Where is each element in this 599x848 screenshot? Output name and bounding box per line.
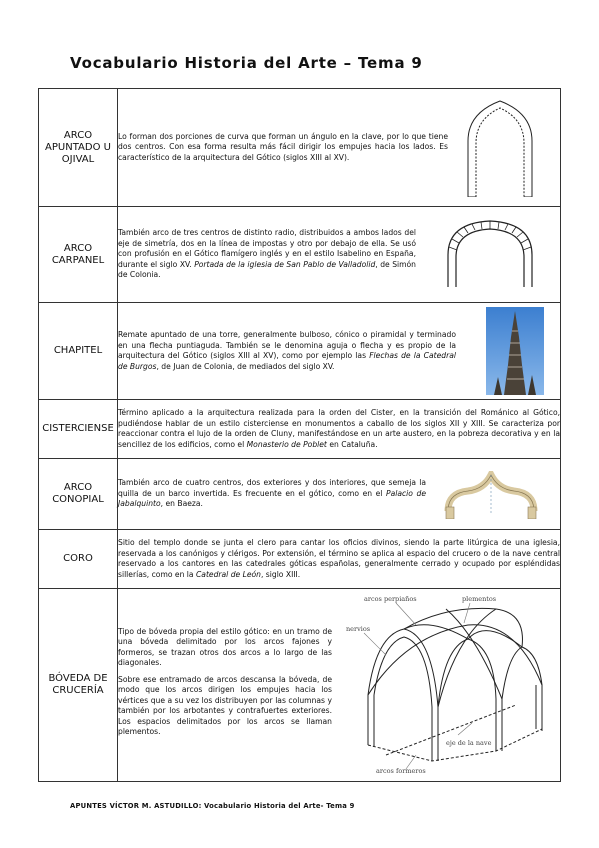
label-nervios: nervios <box>346 625 371 633</box>
page-title: Vocabulario Historia del Arte – Tema 9 <box>70 54 423 72</box>
definition-cell <box>118 459 561 530</box>
label-formeros: arcos formeros <box>376 767 426 775</box>
definition-text <box>118 478 426 510</box>
rib-vault-diagram <box>346 595 554 775</box>
table-row <box>39 530 561 589</box>
table-row <box>39 303 561 400</box>
table-row <box>39 207 561 303</box>
table-row <box>39 589 561 782</box>
artwork-reference: Portada de la iglesia de San Pablo de Valladolid <box>194 259 376 269</box>
definition-part: , en Baeza. <box>160 499 203 509</box>
term-cell: ARCO CARPANEL <box>39 207 118 303</box>
definition-text <box>118 627 332 738</box>
definition-part: También arco de cuatro centros, dos exteriores y dos interiores, que semeja la quilla de un barco invertida. Es frecuente en el gótico, como en el <box>118 478 426 498</box>
term-cell: ARCO CONOPIAL <box>39 459 118 530</box>
pointed-arch-icon <box>462 99 538 197</box>
ogee-arch-icon <box>444 471 538 519</box>
definition-cell <box>118 400 561 459</box>
term-cell: CHAPITEL <box>39 303 118 400</box>
term-cell: ARCO APUNTADO U OJIVAL <box>39 89 118 207</box>
definition-text <box>118 538 560 580</box>
label-eje: eje de la nave <box>446 739 492 747</box>
definition-cell <box>118 589 561 782</box>
definition-part: Remate apuntado de una torre, generalmente bulboso, cónico o piramidal y terminado en una flecha puntiaguda. También se le denomina aguja o flecha y es propio de la arquitectura del Gótico (siglos XIII al XV), como por ejemplo las <box>118 330 456 360</box>
definition-text <box>118 228 416 281</box>
artwork-reference: Flechas de la Catedral de Burgos <box>118 351 456 371</box>
definition-cell <box>118 207 561 303</box>
artwork-reference: Catedral de León <box>195 569 261 579</box>
definition-paragraph: Sobre ese entramado de arcos descansa la bóveda, de modo que los arcos dirigen los empujes hacia los vértices que a su vez los distribuyen por las columnas y también por los arbotantes y contrafuertes exteriores. Los espacios delimitados por los arcos se llaman plementos. <box>118 674 332 736</box>
artwork-reference: Monasterio de Poblet <box>246 439 327 449</box>
spire-photo <box>486 307 544 395</box>
page-footer: APUNTES VÍCTOR M. ASTUDILLO: Vocabulario Historia del Arte- Tema 9 <box>70 802 355 810</box>
definition-cell <box>118 530 561 589</box>
definition-paragraph: Tipo de bóveda propia del estilo gótico: en un tramo de una bóveda delimitado por los arcos fajones y formeros, se trazan otros dos arcos a lo largo de las diagonales. <box>118 626 332 667</box>
definition-part: Sitio del templo donde se junta el clero para cantar los oficios divinos, siendo la parte litúrgica de una iglesia, reservada a los canónigos y clérigos. Por extensión, el término se aplica al espacio del crucero o de la nave central reservado a los cantores en las catedrales góticas españolas, generalmente cerrado y ocupado por espléndidas sillerías, como en la <box>118 538 560 579</box>
definition-cell <box>118 303 561 400</box>
label-plementos: plementos <box>462 595 497 603</box>
label-perpianos: arcos perpiaños <box>364 595 417 603</box>
definition-part: , de Simón de Colonia. <box>118 259 416 280</box>
definition-part: También arco de tres centros de distinto radio, distribuidos a ambos lados del eje de simetría, dos en la línea de impostas y otro por debajo de ella. Se usó con profusión en el Gótico flamígero inglés y en el estilo Isabelino en España, durante el siglo XV. <box>118 228 416 269</box>
term-cell: CISTERCIENSE <box>39 400 118 459</box>
table-row <box>39 459 561 530</box>
definition-part: , siglo XIII. <box>260 569 301 579</box>
term-cell: CORO <box>39 530 118 589</box>
definition-part: en Cataluña. <box>326 439 378 449</box>
table-row <box>39 400 561 459</box>
definition-part: , de Juan de Colonia, de mediados del siglo XV. <box>156 361 335 371</box>
basket-arch-icon <box>440 217 540 287</box>
definition-part: Término aplicado a la arquitectura realizada para la orden del Cister, en la transición del Románico al Gótico, pudiéndose hablar de un estilo cisterciense en monumentos a caballo de los siglos XII y XIII. Se caracteriza por reaccionar contra el lujo de la orden de Cluny, manifestándose en un arte austero, en la pobreza decorativa y en la sencillez de los edificios, como el <box>118 408 560 449</box>
definition-text <box>118 408 560 450</box>
definition-text: Lo forman dos porciones de curva que forman un ángulo en la clave, por lo que tiene dos centros. Con esa forma resulta más fácil dirigir los empujes hacia los lados. Es característico de la arquitectura del Gótico (siglos XIII al XV). <box>118 131 448 162</box>
term-cell: BÓVEDA DE CRUCERÍA <box>39 589 118 782</box>
vocabulary-table <box>38 88 561 782</box>
definition-cell <box>118 89 561 207</box>
artwork-reference: Palacio de Jabalquinto <box>118 488 426 509</box>
table-row <box>39 89 561 207</box>
definition-text <box>118 330 456 372</box>
